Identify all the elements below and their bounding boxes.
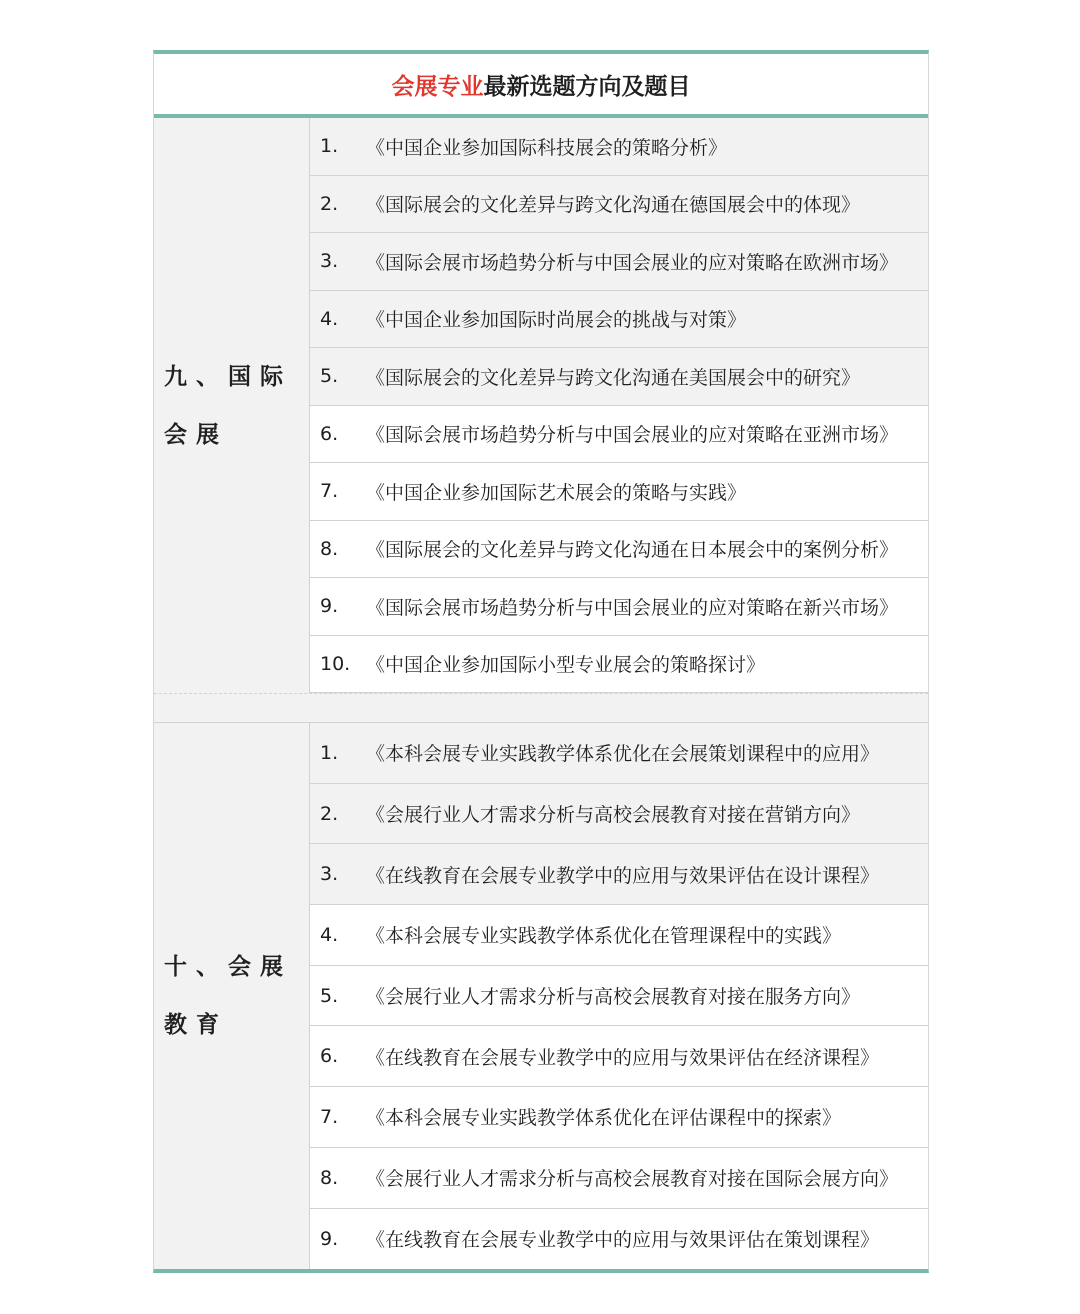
topic-row	[310, 1148, 928, 1209]
topic-number: 6.	[320, 1045, 339, 1068]
topic-row	[310, 176, 928, 234]
topic-title: 《中国企业参加国际小型专业展会的策略探讨》	[366, 654, 766, 677]
topic-row	[310, 1209, 928, 1270]
topic-row	[310, 636, 928, 694]
topic-title: 《国际会展市场趋势分析与中国会展业的应对策略在新兴市场》	[366, 596, 899, 619]
topic-title: 《国际会展市场趋势分析与中国会展业的应对策略在亚洲市场》	[366, 424, 899, 447]
topic-title: 《在线教育在会展专业教学中的应用与效果评估在策划课程》	[366, 1229, 880, 1252]
category-label: 九、国际会展	[164, 363, 292, 448]
topic-row	[310, 578, 928, 636]
topic-row	[310, 1026, 928, 1087]
topic-title: 《国际展会的文化差异与跨文化沟通在美国展会中的研究》	[366, 366, 861, 389]
topic-number: 3.	[320, 863, 339, 886]
title-rest: 最新选题方向及题目	[483, 73, 691, 100]
topic-title: 《在线教育在会展专业教学中的应用与效果评估在设计课程》	[366, 864, 880, 887]
topic-title: 《本科会展专业实践教学体系优化在会展策划课程中的应用》	[366, 743, 880, 766]
topic-row	[310, 348, 928, 406]
table-title	[154, 54, 928, 118]
title-accent: 会展专业	[391, 73, 484, 100]
topic-row	[310, 406, 928, 464]
topic-number: 2.	[320, 192, 339, 215]
topic-title: 《国际展会的文化差异与跨文化沟通在日本展会中的案例分析》	[366, 539, 899, 562]
topic-row	[310, 905, 928, 966]
topic-row	[310, 463, 928, 521]
topic-list	[310, 118, 928, 693]
topic-title: 《国际会展市场趋势分析与中国会展业的应对策略在欧洲市场》	[366, 251, 899, 274]
topic-title: 《在线教育在会展专业教学中的应用与效果评估在经济课程》	[366, 1046, 880, 1069]
topic-title: 《本科会展专业实践教学体系优化在评估课程中的探索》	[366, 1107, 842, 1130]
topic-number: 7.	[320, 480, 339, 503]
topic-number: 7.	[320, 1105, 339, 1128]
topic-number: 4.	[320, 923, 339, 946]
topic-number: 10.	[320, 652, 351, 675]
topic-list	[310, 723, 928, 1269]
topic-number: 4.	[320, 307, 339, 330]
topic-number: 3.	[320, 250, 339, 273]
topic-number: 9.	[320, 595, 339, 618]
topic-number: 2.	[320, 802, 339, 825]
topic-title: 《国际展会的文化差异与跨文化沟通在德国展会中的体现》	[366, 194, 861, 217]
section-divider	[154, 693, 928, 723]
topic-number: 5.	[320, 984, 339, 1007]
topic-row	[310, 233, 928, 291]
topic-number: 6.	[320, 422, 339, 445]
topic-row	[310, 118, 928, 176]
topic-row	[310, 966, 928, 1027]
section-international-exhibition	[154, 118, 928, 693]
category-label: 十、会展教育	[164, 954, 292, 1039]
topic-title: 《会展行业人才需求分析与高校会展教育对接在国际会展方向》	[366, 1168, 899, 1191]
topic-number: 5.	[320, 365, 339, 388]
topic-row	[310, 844, 928, 905]
topic-row	[310, 784, 928, 845]
section-exhibition-education	[154, 723, 928, 1269]
topic-title: 《中国企业参加国际时尚展会的挑战与对策》	[366, 309, 747, 332]
topic-number: 8.	[320, 1166, 339, 1189]
topic-number: 1.	[320, 741, 339, 764]
topic-table	[153, 50, 929, 1273]
topic-row	[310, 723, 928, 784]
topic-number: 9.	[320, 1227, 339, 1250]
topic-title: 《中国企业参加国际艺术展会的策略与实践》	[366, 481, 747, 504]
topic-row	[310, 291, 928, 349]
topic-row	[310, 1087, 928, 1148]
topic-title: 《本科会展专业实践教学体系优化在管理课程中的实践》	[366, 925, 842, 948]
topic-row	[310, 521, 928, 579]
topic-number: 8.	[320, 537, 339, 560]
topic-title: 《会展行业人才需求分析与高校会展教育对接在营销方向》	[366, 804, 861, 827]
topic-title: 《会展行业人才需求分析与高校会展教育对接在服务方向》	[366, 986, 861, 1009]
topic-title: 《中国企业参加国际科技展会的策略分析》	[366, 136, 728, 159]
topic-number: 1.	[320, 135, 339, 158]
category-cell	[154, 118, 310, 693]
category-cell	[154, 723, 310, 1269]
